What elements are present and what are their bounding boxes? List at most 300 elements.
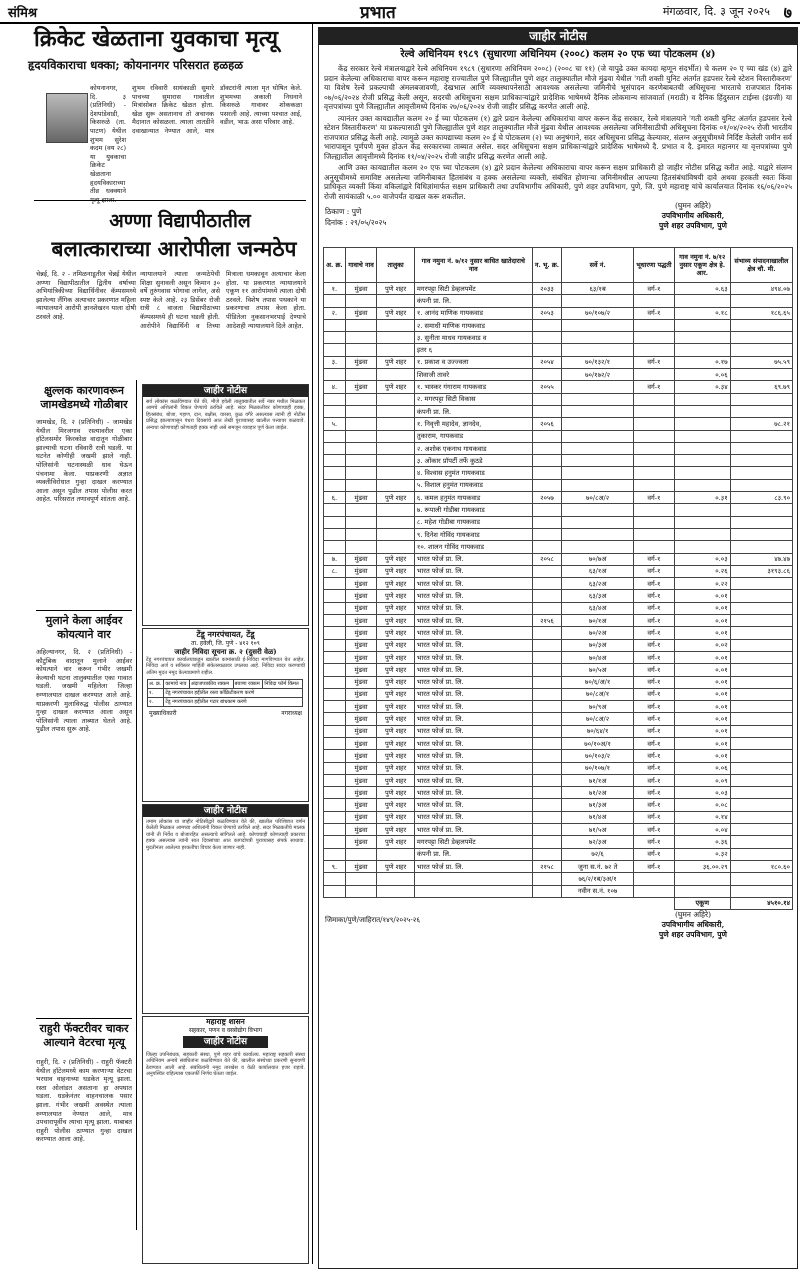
cell-owner: ४. विश्वास हनुमंत गायकवाड — [414, 467, 532, 479]
cell-area — [730, 774, 792, 786]
cell-owner: भारत फोर्ज प्रा. लि. — [414, 590, 532, 602]
cell-tenure — [633, 332, 674, 344]
cell-owner: भारत फोर्ज प्रा. लि. — [414, 750, 532, 762]
cell-total: ०.३६ — [674, 836, 730, 848]
cell-area — [730, 824, 792, 836]
cell-total: ०.०१ — [674, 590, 730, 602]
table-row — [324, 381, 793, 393]
cell-total: ०.३२ — [674, 848, 730, 860]
cell-area — [730, 442, 792, 454]
cell-tenure — [633, 319, 674, 331]
cell-area — [730, 873, 792, 885]
cell-total — [674, 504, 730, 516]
cell-area — [730, 627, 792, 639]
cell-owner: ३. सुनीता माधव गायकवाड व — [414, 332, 532, 344]
cell-survey: ६३/१ब — [562, 283, 634, 295]
table-header-7: भूधारणा पद्धती — [633, 248, 674, 283]
cell-total — [674, 455, 730, 467]
cell-sr: २. — [324, 307, 346, 319]
cell-nbhu: २०३३ — [532, 283, 562, 295]
cell-nbhu: २१५८ — [532, 860, 562, 872]
cell-owner: ३. ओंकार प्रॉपर्टी तर्फे कुठडे — [414, 455, 532, 467]
cell-nbhu — [532, 516, 562, 528]
cell-survey: ७१/१अ — [562, 774, 634, 786]
table-row — [324, 332, 793, 344]
cell-total: ३६.००.२९ — [674, 860, 730, 872]
cell-sr — [324, 369, 346, 381]
cell-total: ०.०६ — [674, 369, 730, 381]
cell-survey: ७०/३अ — [562, 639, 634, 651]
cell-sr — [324, 319, 346, 331]
cell-nbhu: २०५७ — [532, 492, 562, 504]
table-row — [324, 701, 793, 713]
tender-sign-right: नगराध्यक्ष — [281, 710, 302, 718]
table-row — [324, 824, 793, 836]
cell-owner: भारत फोर्ज प्रा. लि. — [414, 737, 532, 749]
cell-sr — [324, 762, 346, 774]
cell-survey — [562, 332, 634, 344]
tender-sign-left: मुख्याधिकारी — [149, 710, 177, 718]
cell-total — [674, 393, 730, 405]
cell-sr — [324, 750, 346, 762]
cell-owner: ८. महेश गोडीबा गायकवाड — [414, 516, 532, 528]
cell-nbhu — [532, 602, 562, 614]
table-row — [324, 615, 793, 627]
cell-tenure — [633, 418, 674, 430]
table-row — [324, 492, 793, 504]
cell-area — [730, 332, 792, 344]
cell-survey: ७०/२अ — [562, 627, 634, 639]
cell-owner: कंपनी प्रा. लि. — [414, 295, 532, 307]
cell-survey: ७०/७अ — [562, 553, 634, 565]
cell-owner: भारत फोर्ज प्रा. लि. — [414, 762, 532, 774]
cell-village — [345, 319, 377, 331]
cell-village — [345, 885, 377, 897]
cell-tenure: वर्ग-१ — [633, 615, 674, 627]
total-value: ४५१०.१४ — [730, 897, 792, 909]
cell-nbhu — [532, 344, 562, 356]
cell-area — [730, 393, 792, 405]
table-row — [324, 664, 793, 676]
univ-headline-2: बलात्काराच्या आरोपीला जन्मठेप — [51, 236, 297, 261]
cell-owner: भारत फोर्ज प्रा. लि. — [414, 824, 532, 836]
divider — [34, 200, 306, 201]
cell-owner: १. प्रकाश व उज्ज्वला — [414, 356, 532, 368]
cell-village: मुंढवा — [345, 553, 377, 565]
cell-tenure — [633, 442, 674, 454]
cell-taluka: पुणे शहर — [377, 676, 415, 688]
cell-tenure: वर्ग-१ — [633, 639, 674, 651]
cell-village: मुंढवा — [345, 602, 377, 614]
cell-area: ३१९३.८६ — [730, 565, 792, 577]
cell-total: ०.०४ — [674, 824, 730, 836]
cell-total — [674, 873, 730, 885]
cell-owner: भारत फोर्ज प्रा. लि. — [414, 615, 532, 627]
cell-tenure: वर्ग-१ — [633, 565, 674, 577]
cell-taluka — [377, 516, 415, 528]
cell-total — [674, 418, 730, 430]
cell-tenure: वर्ग-१ — [633, 737, 674, 749]
cell-owner: भारत फोर्ज प्रा. लि. — [414, 725, 532, 737]
cell-sr — [324, 737, 346, 749]
table-row — [324, 393, 793, 405]
cell-taluka: पुणे शहर — [377, 824, 415, 836]
cell-tenure: वर्ग-१ — [633, 787, 674, 799]
cell-area — [730, 639, 792, 651]
small-notice-2: जाहीर नोटीस तमाम लोकांस या जाहीर नोटिसीद्वारे कळविण्यात येते की, खालील परिशिष्टात वर्णन केलेली मिळकत आमच्या अशिलांनी विकत घेण्याचे ठरविले आहे. सदर मिळकतीचे मालक यांनी ती निर्वेध व बोजारहित असल्याचे सांगितले आहे. कोणाचाही कोणत्याही प्रकारचा हक्क असल्यास त्यांनी सात दिवसांच्या आत कागदोपत्री पुराव्यासह संपर्क साधावा. मुदतीनंतर आलेल्या हरकतींचा विचार केला जाणार नाही. — [142, 804, 309, 1014]
cell-survey: ६३/४अ — [562, 602, 634, 614]
cell-nbhu — [532, 811, 562, 823]
cell-area — [730, 430, 792, 442]
cell-owner: ६. कमल हनुमंत गायकवाड — [414, 492, 532, 504]
cell-tenure: वर्ग-१ — [633, 824, 674, 836]
cell-survey — [562, 516, 634, 528]
cell-village: मुंढवा — [345, 762, 377, 774]
cell-village — [345, 430, 377, 442]
cell-tenure: वर्ग-१ — [633, 774, 674, 786]
cell-area — [730, 504, 792, 516]
cell-total: ०.०२ — [674, 639, 730, 651]
cell-taluka — [377, 848, 415, 860]
cell-taluka: पुणे शहर — [377, 664, 415, 676]
cell-village: मुंढवा — [345, 799, 377, 811]
cell-total: ०.१४ — [674, 811, 730, 823]
table-row — [324, 528, 793, 540]
cell-survey: ७०/४अ — [562, 651, 634, 663]
cell-survey — [562, 405, 634, 417]
table-row — [324, 283, 793, 295]
cell-owner: मगरपट्टा सिटी डेव्हलपमेंट — [414, 283, 532, 295]
cell-sr — [324, 405, 346, 417]
table-row — [324, 467, 793, 479]
cell-village: मुंढवा — [345, 381, 377, 393]
cell-sr — [324, 442, 346, 454]
cell-taluka — [377, 418, 415, 430]
table-row — [324, 430, 793, 442]
cell-survey: ७०/१७२/२ — [562, 369, 634, 381]
cell-taluka: पुणे शहर — [377, 811, 415, 823]
cell-sr — [324, 701, 346, 713]
cell-survey — [562, 418, 634, 430]
cell-total — [674, 319, 730, 331]
cell-survey — [562, 430, 634, 442]
table-row — [324, 455, 793, 467]
cell-village: मुंढवा — [345, 725, 377, 737]
cell-taluka — [377, 504, 415, 516]
cell-area — [730, 848, 792, 860]
cell-total: ०.०१ — [674, 602, 730, 614]
cell-total — [674, 528, 730, 540]
cell-owner: ५. विशाल हनुमंत गायकवाड — [414, 479, 532, 491]
cell-village: मुंढवा — [345, 737, 377, 749]
cell-taluka: पुणे शहर — [377, 565, 415, 577]
cell-sr — [324, 393, 346, 405]
cell-sr: ७. — [324, 553, 346, 565]
cell-nbhu: २०५६ — [532, 418, 562, 430]
table-row — [324, 590, 793, 602]
table-row — [324, 405, 793, 417]
table-row — [324, 504, 793, 516]
cell-tenure — [633, 479, 674, 491]
cell-taluka: पुणे शहर — [377, 627, 415, 639]
cell-owner — [414, 873, 532, 885]
cell-area — [730, 541, 792, 553]
cell-survey: ७०/१०अ/१ — [562, 737, 634, 749]
cell-owner: भारत फोर्ज प्रा. लि. — [414, 602, 532, 614]
table-row — [324, 651, 793, 663]
cell-area — [730, 590, 792, 602]
cell-total — [674, 430, 730, 442]
cell-area — [730, 713, 792, 725]
cell-taluka: पुणे शहर — [377, 725, 415, 737]
cell-tenure: वर्ग-१ — [633, 590, 674, 602]
cell-village: मुंढवा — [345, 565, 377, 577]
cricket-subhead: हृदयविकाराचा धक्का; कोयनानगर परिसरात हळहळ — [28, 58, 243, 72]
cell-sr — [324, 516, 346, 528]
cell-area — [730, 836, 792, 848]
cell-sr — [324, 885, 346, 897]
cell-taluka: पुणे शहर — [377, 602, 415, 614]
cell-total: ०.०१ — [674, 615, 730, 627]
cell-area — [730, 528, 792, 540]
cell-village: मुंढवा — [345, 578, 377, 590]
cell-survey: ७१/२अ — [562, 787, 634, 799]
cell-sr — [324, 639, 346, 651]
notice-title: जाहीर नोटीस — [319, 28, 797, 45]
cell-sr — [324, 873, 346, 885]
cell-survey: ७०/८अ/२ — [562, 492, 634, 504]
cell-taluka — [377, 430, 415, 442]
cell-tenure: वर्ग-१ — [633, 701, 674, 713]
cricket-headline: क्रिकेट खेळताना युवकाचा मृत्यू — [34, 26, 278, 52]
table-row — [324, 676, 793, 688]
cell-taluka: पुणे शहर — [377, 799, 415, 811]
cell-sr — [324, 688, 346, 700]
cell-area — [730, 750, 792, 762]
cell-total: ०.०१ — [674, 725, 730, 737]
table-row — [324, 885, 793, 897]
cell-village — [345, 442, 377, 454]
cell-area: ६९.७९ — [730, 381, 792, 393]
cell-tenure — [633, 405, 674, 417]
cell-nbhu — [532, 639, 562, 651]
cell-area: ८३.९० — [730, 492, 792, 504]
cell-village: मुंढवा — [345, 664, 377, 676]
table-row — [324, 799, 793, 811]
cell-tenure: वर्ग-१ — [633, 725, 674, 737]
cell-survey: ७०/६/अ/१ — [562, 676, 634, 688]
column-rule — [312, 24, 313, 1264]
cell-area — [730, 762, 792, 774]
cell-sr — [324, 344, 346, 356]
table-row — [324, 737, 793, 749]
cell-nbhu: २०५४ — [532, 356, 562, 368]
cell-tenure — [633, 516, 674, 528]
cell-area: ७५.५९ — [730, 356, 792, 368]
land-schedule-table — [323, 247, 793, 910]
cell-nbhu — [532, 737, 562, 749]
cell-tenure: वर्ग-१ — [633, 762, 674, 774]
cell-village — [345, 455, 377, 467]
cell-owner: भारत फोर्ज प्रा. लि. — [414, 713, 532, 725]
cell-total: ०.०३ — [674, 553, 730, 565]
table-row — [324, 713, 793, 725]
tender-notice: टेंडू नगरपंचायत, टेंडू ता. हवेली, जि. पुणे - ४१२ १०९ जाहीर निविदा सूचना क्र. २ (दुसरी वेळ) टेंडू नगरपंचायत कार्यालयाकडून खालील कामांसाठी ई-निविदा मागविण्यात येत आहेत. निविदा अर्ज व सविस्तर माहिती संकेतस्थळावर उपलब्ध आहे. निविदा सादर करण्याची अंतिम मुदत नमूद केल्याप्रमाणे राहील. अ. क्र. कामाचे नाव अंदाजपत्रकीय रक्कम बयाणा रक्कम निविदा फॉर्म किंमत १. टेंडू नगरपंचायत हद्दीतील रस्ता काँक्रिटीकरण करणे २. टेंडू नगरपंचायत हद्दीतील गटार बांधकाम करणे मुख्याधिकारी नगराध्यक्ष — [142, 628, 309, 802]
cell-owner: भारत फोर्ज प्रा. लि. — [414, 787, 532, 799]
cell-tenure: वर्ग-१ — [633, 492, 674, 504]
cell-taluka: पुणे शहर — [377, 860, 415, 872]
notice-place: ठिकाण : पुणे — [325, 207, 362, 216]
notice-signature-top: (घुमन अहिरे) उपविभागीय अधिकारी, पुणे शहर उपविभाग, पुणे — [659, 201, 727, 230]
notice-para-3: आणि उक्त कायद्यातील कलम २० एफ च्या पोटकलम (४) द्वारे प्रदान केलेल्या अधिकाराचा वापर करून सक्षम प्राधिकारी हो जाहीर नोटीस प्रसिद्ध करीत आहे. याद्वारे संलग्न अनुसूचीमध्ये समाविष्ट असलेल्या जमिनीबाबत हितसंबंध व हक्क असलेल्या व्यक्ती, संबंधित होणाऱ्या जमिनीमधील आपल्या हितसंबंधांविषयी दावे अथवा हरकती स्वतः किंवा प्राधिकृत व्यक्ती किंवा वकिलांद्वारे विधिज्ञांमार्फत सक्षम प्राधिकारी तथा उपविभागीय अधिकारी, पुणे शहर उपविभाग, पुणे, जि. पुणे महाराष्ट्र यांचे कार्यालयात दिनांक १६/०६/२०२५ रोजी सायंकाळी ५.०० वाजेपर्यंत दाखल करू शकतील. — [324, 163, 792, 201]
cell-tenure — [633, 885, 674, 897]
table-row — [324, 848, 793, 860]
cell-taluka — [377, 405, 415, 417]
cell-taluka — [377, 369, 415, 381]
cell-nbhu — [532, 295, 562, 307]
table-row — [324, 516, 793, 528]
cell-taluka — [377, 442, 415, 454]
cell-survey: ७०/१०७/२ — [562, 307, 634, 319]
cell-tenure — [633, 393, 674, 405]
cell-sr — [324, 455, 346, 467]
cell-total: ०.२२ — [674, 578, 730, 590]
cell-survey — [562, 381, 634, 393]
cell-area — [730, 344, 792, 356]
page-number: ७ — [783, 3, 792, 22]
cell-total: ०.०१ — [674, 750, 730, 762]
cell-total: ०.६३ — [674, 283, 730, 295]
table-row — [324, 578, 793, 590]
table-row — [324, 762, 793, 774]
cell-area — [730, 885, 792, 897]
cell-survey: ७१/५अ — [562, 824, 634, 836]
cell-owner: मगरपट्टा सिटी डेव्हलपमेंट — [414, 836, 532, 848]
table-row — [324, 602, 793, 614]
cell-taluka: पुणे शहर — [377, 836, 415, 848]
cell-nbhu — [532, 664, 562, 676]
table-header-6: सर्वे नं. — [562, 248, 634, 283]
cell-owner: भारत फोर्ज प्रा. लि. — [414, 627, 532, 639]
cell-tenure — [633, 455, 674, 467]
cell-total — [674, 541, 730, 553]
cell-nbhu — [532, 787, 562, 799]
cell-nbhu — [532, 455, 562, 467]
cell-taluka: पुणे शहर — [377, 651, 415, 663]
cell-nbhu — [532, 688, 562, 700]
cell-nbhu: २०५५ — [532, 381, 562, 393]
cell-area — [730, 811, 792, 823]
cell-village — [345, 369, 377, 381]
cell-owner: शिवाजी तावरे — [414, 369, 532, 381]
cell-area — [730, 615, 792, 627]
cell-nbhu — [532, 332, 562, 344]
table-row — [324, 774, 793, 786]
cell-village — [345, 344, 377, 356]
cell-sr — [324, 602, 346, 614]
table-row — [324, 688, 793, 700]
cell-total: ०.०१ — [674, 651, 730, 663]
cell-survey: ७०/१अ — [562, 615, 634, 627]
cell-village — [345, 405, 377, 417]
cell-village — [345, 393, 377, 405]
cell-nbhu — [532, 873, 562, 885]
table-row — [324, 639, 793, 651]
cell-survey: ७०/८अ/२ — [562, 713, 634, 725]
cell-tenure: वर्ग-१ — [633, 651, 674, 663]
cell-survey: ७१/४अ — [562, 811, 634, 823]
cell-owner: ९. दिनेश गोविंद गायकवाड — [414, 528, 532, 540]
cell-sr — [324, 787, 346, 799]
cell-survey — [562, 442, 634, 454]
cell-survey — [562, 455, 634, 467]
cell-sr — [324, 430, 346, 442]
cell-sr — [324, 799, 346, 811]
notice-para-1: केंद्र सरकार रेल्वे मंत्रालयाद्वारे रेल्वे अधिनियम १९८९ (सुधारणा अधिनियम २००८) (२००८ चा ११) (जे यापुढे उक्त कायदा म्हणून संदर्भीत) चे कलम २० ए च्या खंड (४) द्वारे प्रदान केलेल्या अधिकाराचा वापर करून महाराष्ट्र राज्यातील पुणे जिल्ह्यातील पुणे शहर तालुक्यातील मौजे मुंढवा येथील 'गती शक्ती युनिट अंतर्गत हडपसर रेल्वे स्टेशन विस्तारीकरण' या विशेष रेल्वे प्रकल्पाची अंमलबजावणी, देखभाल आणि व्यवस्थापनेसाठी आवश्यक असलेल्या जमिनीचे भूसंपादन करणेबाबतची अधिसूचना भारताचे राजपत्रात दिनांक ०७/०६/२०२४ रोजी प्रसिद्ध केली असून, सदरची अधिसूचना सक्षम प्राधिकाऱ्यांद्वारे प्रादेशिक भाषेमध्ये दैनिक लोकमान्य सांजवार्ता (मराठी) व दैनिक हिंदुस्तान टाईम्स (इंग्रजी) या वृत्तपत्रांच्या पुणे जिल्ह्यातील आवृत्तीमध्ये दिनांक २७/०६/२०२४ रोजी जाहीर प्रसिद्ध करणेत आली आहे. — [324, 64, 792, 111]
cricket-body: शुभम रविवारी सायंकाळी सुमारे पाचच्या सुमारास गावातील मित्रांसोबत क्रिकेट खेळत होता. खेळ सुरू असतानाच तो अचानक मैदानात कोसळला. त्याला तातडीने दवाखान्यात नेण्यात आले, मात्र डॉक्टरांनी त्याला मृत घोषित केले. शुभमच्या अकाली निधनाने किसरुळे गावावर शोककळा पसरली आहे. त्याच्या पश्चात आई, वडील, भाऊ असा परिवार आहे. — [132, 84, 302, 135]
notice-subtitle: रेल्वे अधिनियम १९८९ (सुधारणा अधिनियम (२००८) कलम २० एफ च्या पोटकलम (४) — [400, 49, 716, 60]
table-row — [324, 811, 793, 823]
cell-nbhu — [532, 799, 562, 811]
notice-date: दिनांक : २९/०५/२०२५ — [325, 218, 387, 227]
cell-sr: ८. — [324, 565, 346, 577]
cell-area — [730, 701, 792, 713]
small-notice-1: जाहीर नोटीस सर्व लोकांस कळविण्यात येते की, मौजे हवेली तालुक्यातील सर्वे नंबर मधील मिळकत आमचे अशिलांनी विकत घेण्याचे ठरविले आहे. सदर मिळकतीवर कोणाचाही हक्क, हितसंबंध, बोजा, गहाण, दान, बक्षीस, वारसा, कुळ वगैरे असल्यास त्यांनी ही नोटीस प्रसिद्ध झाल्यापासून पंधरा दिवसांचे आत लेखी पुराव्यासह खालील पत्त्यावर कळवावे. अन्यथा कोणाचाही कोणताही हक्क नाही असे समजून व्यवहार पूर्ण केला जाईल. — [142, 384, 309, 626]
cell-total: ०.०९ — [674, 774, 730, 786]
table-row — [324, 442, 793, 454]
table-row — [324, 553, 793, 565]
cell-sr — [324, 467, 346, 479]
table-row — [324, 836, 793, 848]
cell-survey — [562, 528, 634, 540]
cell-taluka: पुणे शहर — [377, 307, 415, 319]
cell-owner: कंपनी प्रा. लि. — [414, 848, 532, 860]
cell-total — [674, 332, 730, 344]
table-row — [324, 750, 793, 762]
cell-survey: जुना स.नं. ७२ ते — [562, 860, 634, 872]
cell-nbhu — [532, 725, 562, 737]
diver-body: अहिल्यानगर, दि. २ (प्रतिनिधी) - कौटुंबिक वादातून मुलाने आईवर कोयत्याने वार करून गंभीर जखमी केल्याची घटना तालुक्यातील एका गावात घडली. जखमी महिलेला जिल्हा रुग्णालयात दाखल करण्यात आले आहे. याप्रकरणी मुलाविरुद्ध पोलीस ठाण्यात गुन्हा दाखल करण्यात आला असून पोलिसांनी त्याला ताब्यात घेतले आहे. पुढील तपास सुरू आहे. — [36, 648, 132, 734]
cell-nbhu — [532, 824, 562, 836]
cell-nbhu: २०५८ — [532, 553, 562, 565]
cell-sr — [324, 295, 346, 307]
cell-tenure: वर्ग-१ — [633, 836, 674, 848]
cell-sr — [324, 848, 346, 860]
cell-village: मुंढवा — [345, 283, 377, 295]
cell-nbhu: २१५६ — [532, 615, 562, 627]
cell-village: मुंढवा — [345, 713, 377, 725]
cell-sr — [324, 504, 346, 516]
cell-survey: ७६/२/१ब/३अ/१ — [562, 873, 634, 885]
cell-nbhu — [532, 578, 562, 590]
cell-area — [730, 369, 792, 381]
cell-taluka: पुणे शहर — [377, 615, 415, 627]
cell-tenure: वर्ग-१ — [633, 676, 674, 688]
cell-owner: भारत फोर्ज प्रा. लि. — [414, 860, 532, 872]
cell-village: मुंढवा — [345, 627, 377, 639]
cell-owner: भारत फोर्ज प्रा. लि. — [414, 639, 532, 651]
firing-body: जामखेड, दि. २ (प्रतिनिधी) - जामखेड येथील मिरजगाव रस्त्यावरील एका हॉटेलसमोर किरकोळ वादातून गोळीबार झाल्याची घटना रविवारी रात्री घडली. या घटनेत कोणीही जखमी झाले नाही. पोलिसांनी घटनास्थळी धाव घेऊन पंचनामा केला. याप्रकरणी अज्ञात व्यक्तीविरोधात गुन्हा दाखल करण्यात आला असून पुढील तपास पोलीस करत आहेत. परिसरात तणावपूर्ण शांतता आहे. — [36, 418, 132, 504]
table-row — [324, 787, 793, 799]
cell-taluka: पुणे शहर — [377, 492, 415, 504]
cell-taluka: पुणे शहर — [377, 701, 415, 713]
cell-survey: ७०/१०७/१ — [562, 762, 634, 774]
cell-tenure — [633, 541, 674, 553]
table-row — [324, 873, 793, 885]
cell-owner: २. समाधी माणिक गायकवाड — [414, 319, 532, 331]
cell-owner: १. निवृत्ती महादेव, ज्ञानदेव, — [414, 418, 532, 430]
table-row — [324, 860, 793, 872]
